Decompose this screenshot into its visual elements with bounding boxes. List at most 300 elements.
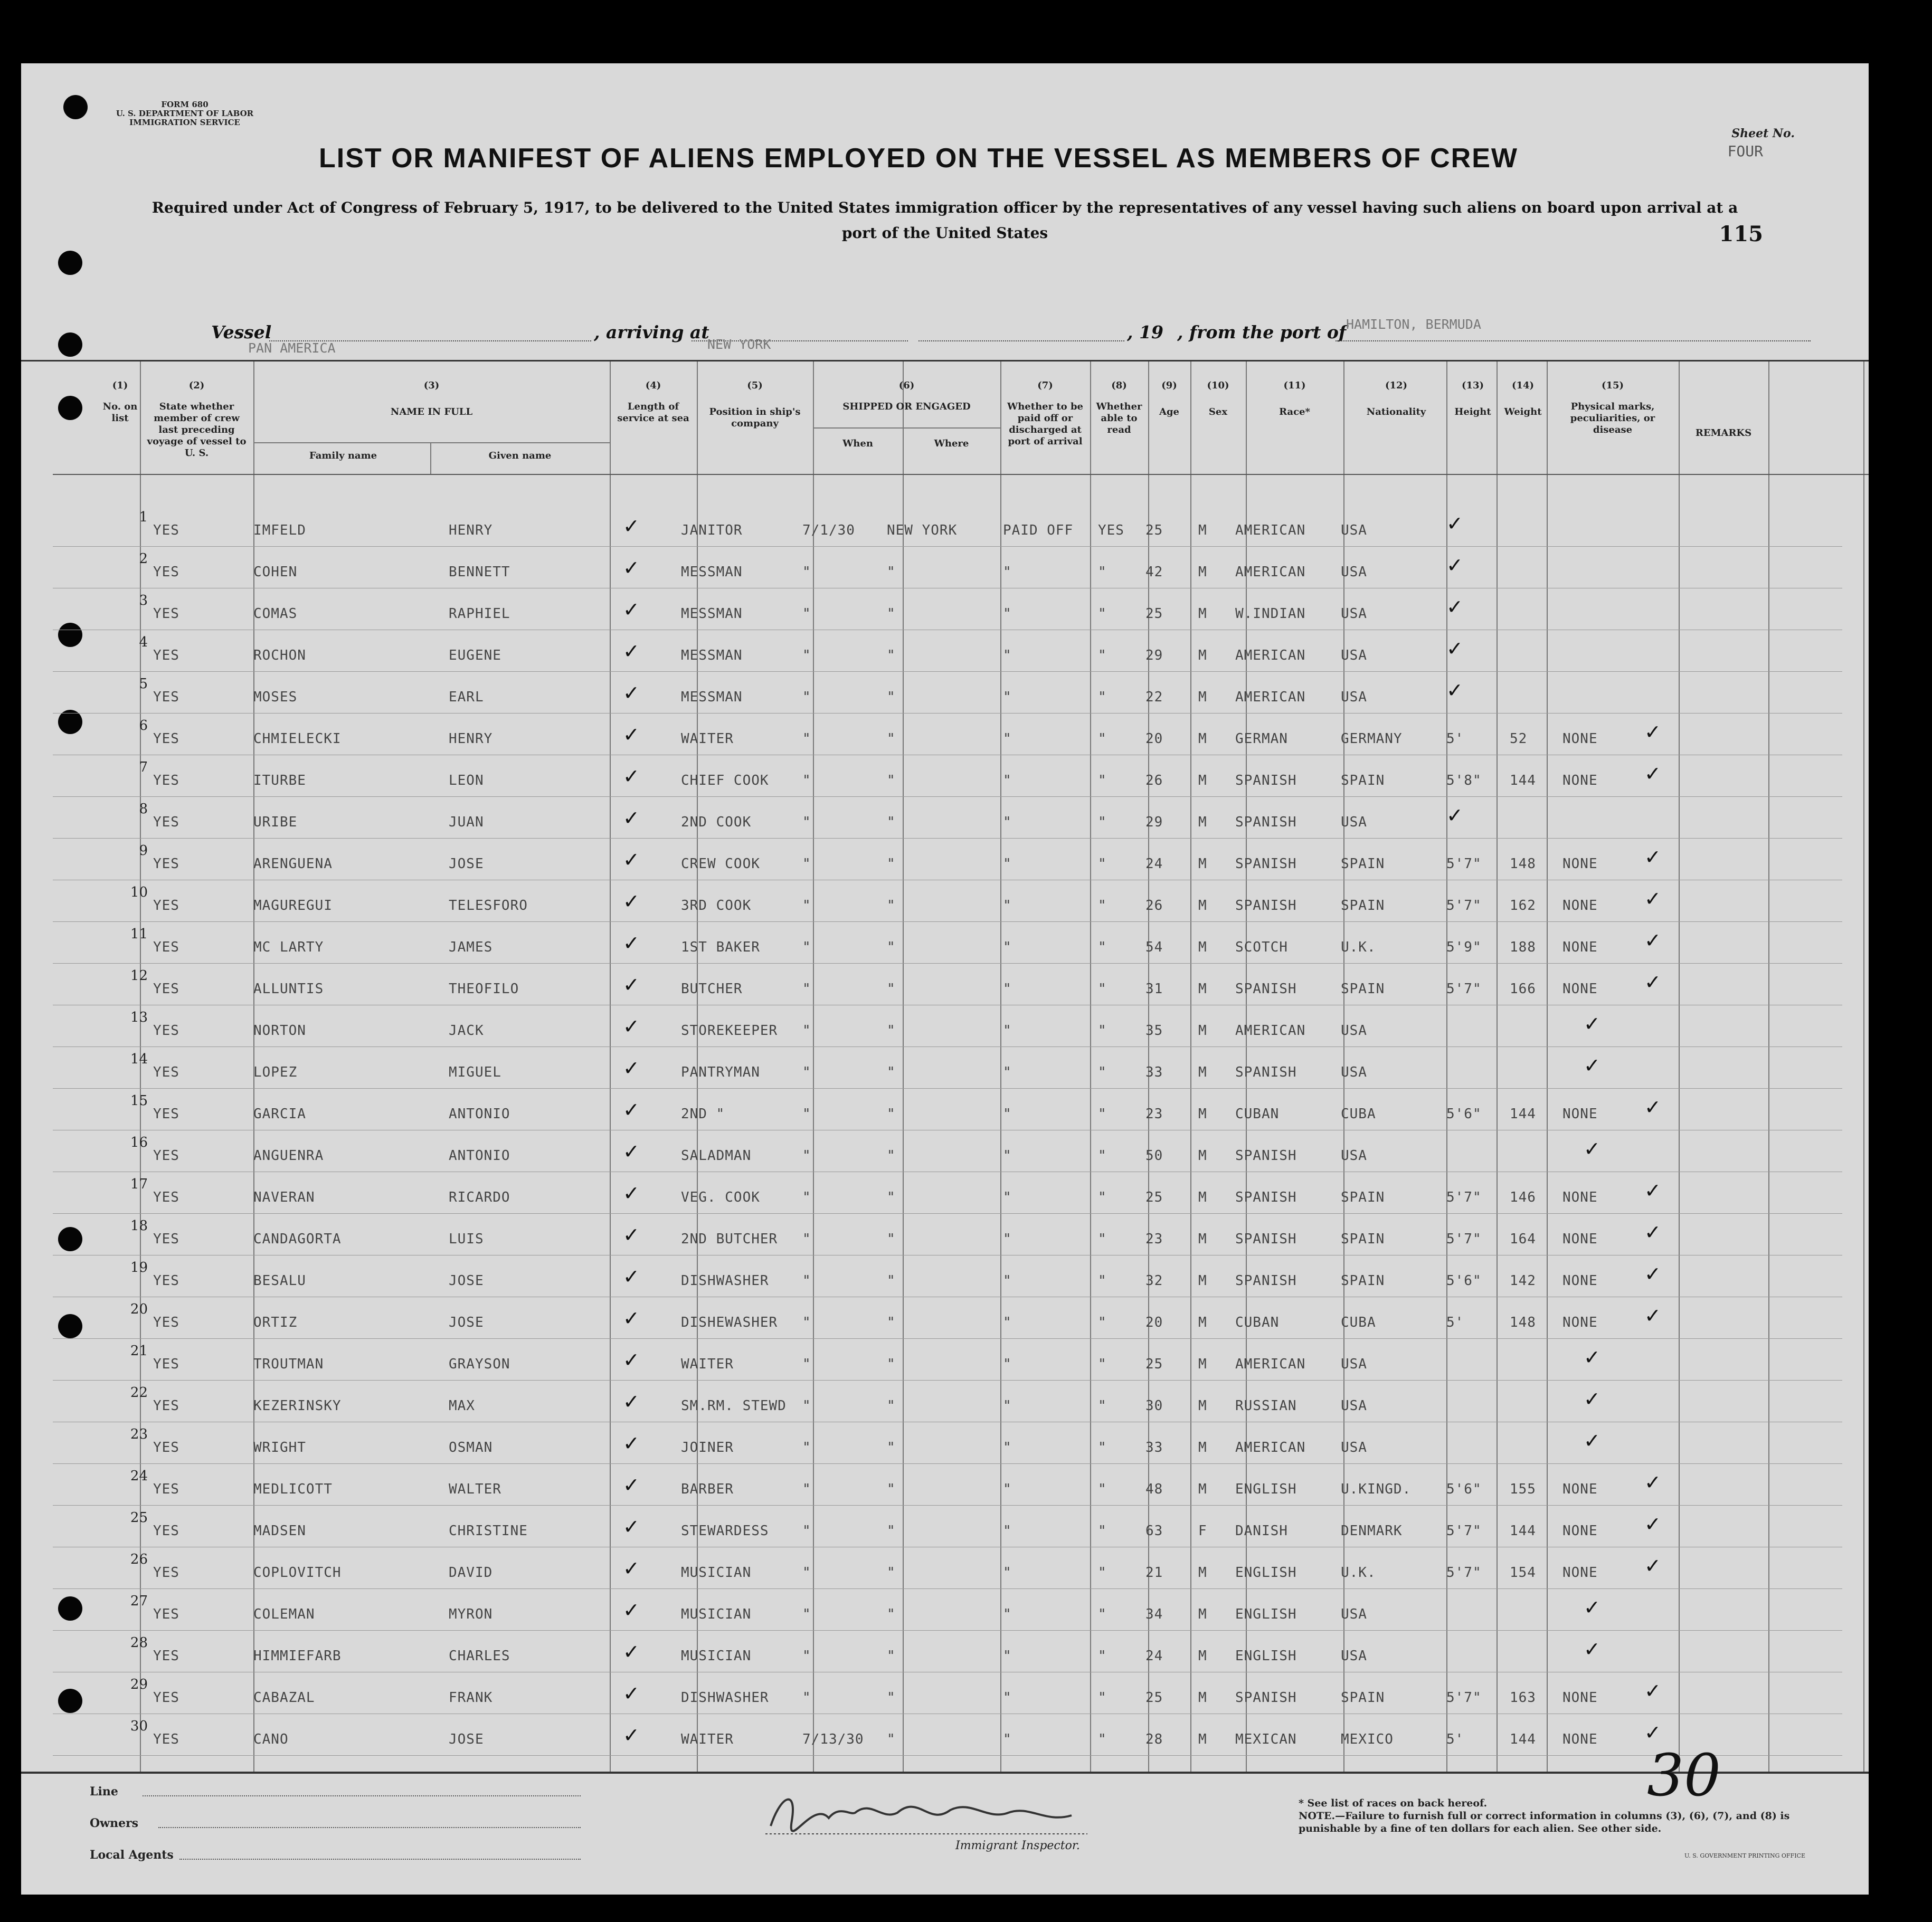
checkmark-icon: ✓	[623, 1390, 640, 1413]
able-to-read: "	[1098, 648, 1107, 663]
weight: 144	[1510, 773, 1536, 788]
family-name: MADSEN	[253, 1523, 306, 1539]
shipped-where: "	[887, 1690, 896, 1706]
col-header-read	[1093, 380, 1145, 436]
column-divider	[1497, 361, 1498, 1772]
row-divider	[53, 1380, 1842, 1381]
member-yes: YES	[153, 648, 179, 663]
paid-off: "	[1003, 1565, 1012, 1581]
table-bottom-rule	[21, 1772, 1869, 1774]
sex: M	[1198, 1064, 1207, 1080]
race: CUBAN	[1235, 1106, 1280, 1122]
physical-marks: NONE	[1562, 1565, 1598, 1581]
position: PANTRYMAN	[681, 1064, 760, 1080]
col-num: (14)	[1511, 380, 1535, 391]
position: WAITER	[681, 1356, 734, 1372]
age: 25	[1145, 522, 1163, 538]
given-name: FRANK	[449, 1690, 493, 1706]
given-name: MAX	[449, 1398, 475, 1414]
col-num: (13)	[1461, 380, 1484, 391]
able-to-read: "	[1098, 981, 1107, 997]
shipped-when: "	[802, 1690, 811, 1706]
able-to-read: "	[1098, 1273, 1107, 1289]
sex: M	[1198, 773, 1207, 788]
col-num: (15)	[1601, 380, 1624, 391]
checkmark-icon: ✓	[1446, 554, 1463, 577]
paid-off: "	[1003, 1315, 1012, 1330]
height: 5'9"	[1446, 939, 1482, 955]
page-subtitle	[100, 195, 1789, 246]
physical-marks: NONE	[1562, 1523, 1598, 1539]
position: 2ND COOK	[681, 814, 752, 830]
sex: M	[1198, 1190, 1207, 1205]
checkmark-icon: ✓	[1584, 1429, 1600, 1452]
checkmark-icon: ✓	[623, 1307, 640, 1330]
header-bottom-rule	[53, 474, 1869, 475]
member-yes: YES	[153, 1565, 179, 1581]
row-divider	[53, 1338, 1842, 1339]
sex: M	[1198, 1440, 1207, 1455]
shipped-where: "	[887, 773, 896, 788]
able-to-read: "	[1098, 939, 1107, 955]
member-yes: YES	[153, 1273, 179, 1289]
race: RUSSIAN	[1235, 1398, 1297, 1414]
family-name: COLEMAN	[253, 1606, 315, 1622]
position: MUSICIAN	[681, 1565, 752, 1581]
paid-off: "	[1003, 814, 1012, 830]
paid-off: "	[1003, 898, 1012, 914]
sex: M	[1198, 814, 1207, 830]
position: MESSMAN	[681, 564, 743, 580]
weight: 162	[1510, 898, 1536, 914]
able-to-read: "	[1098, 1148, 1107, 1164]
race: AMERICAN	[1235, 689, 1306, 705]
checkmark-icon: ✓	[623, 1057, 640, 1080]
age: 35	[1145, 1023, 1163, 1039]
checkmark-icon: ✓	[623, 1515, 640, 1538]
height: 5'6"	[1446, 1481, 1482, 1497]
weight: 144	[1510, 1731, 1536, 1747]
from-port-value: HAMILTON, BERMUDA	[1346, 317, 1481, 332]
row-number: 2	[139, 551, 148, 567]
able-to-read: "	[1098, 1690, 1107, 1706]
member-yes: YES	[153, 1648, 179, 1664]
family-name: ORTIZ	[253, 1315, 298, 1330]
checkmark-icon: ✓	[1644, 845, 1661, 869]
col-sub-given: Given name	[488, 450, 552, 461]
checkmark-icon: ✓	[623, 1140, 640, 1163]
col-label: No. on list	[102, 401, 138, 424]
col-header-physical	[1549, 380, 1676, 436]
nationality: SPAIN	[1341, 1190, 1385, 1205]
weight: 142	[1510, 1273, 1536, 1289]
shipped-when: "	[802, 1481, 811, 1497]
position: BUTCHER	[681, 981, 743, 997]
height: 5'7"	[1446, 1231, 1482, 1247]
vessel-name: PAN AMERICA	[248, 340, 336, 356]
shipped-where: "	[887, 606, 896, 622]
checkmark-icon: ✓	[1446, 512, 1463, 535]
paid-off: "	[1003, 1273, 1012, 1289]
able-to-read: "	[1098, 1606, 1107, 1622]
checkmark-icon: ✓	[1644, 1179, 1661, 1202]
given-name: JOSE	[449, 856, 484, 872]
able-to-read: "	[1098, 689, 1107, 705]
given-name: RICARDO	[449, 1190, 510, 1205]
col-header-service	[612, 380, 694, 424]
able-to-read: "	[1098, 1731, 1107, 1747]
column-divider	[903, 361, 904, 1772]
shipped-when: "	[802, 1064, 811, 1080]
paid-off: "	[1003, 1356, 1012, 1372]
row-number: 9	[139, 843, 148, 859]
row-number: 8	[139, 801, 148, 817]
paid-off: "	[1003, 564, 1012, 580]
arriving-label: , arriving at	[594, 322, 709, 342]
col-header-remarks: REMARKS	[1695, 427, 1752, 439]
checkmark-icon: ✓	[1644, 1221, 1661, 1244]
weight: 164	[1510, 1231, 1536, 1247]
nationality: SPAIN	[1341, 1690, 1385, 1706]
age: 30	[1145, 1398, 1163, 1414]
checkmark-icon: ✓	[623, 1098, 640, 1121]
age: 54	[1145, 939, 1163, 955]
service-name: IMMIGRATION SERVICE	[129, 118, 240, 127]
race: AMERICAN	[1235, 648, 1306, 663]
from-port-label: , from the port of	[1177, 322, 1347, 342]
age: 32	[1145, 1273, 1163, 1289]
given-name: JAMES	[449, 939, 493, 955]
col-label: SHIPPED OR ENGAGED	[842, 401, 971, 412]
given-name: CHRISTINE	[449, 1523, 528, 1539]
checkmark-icon: ✓	[1644, 1471, 1661, 1494]
nationality: USA	[1341, 522, 1367, 538]
col-label: Height	[1454, 406, 1491, 417]
sex: M	[1198, 1106, 1207, 1122]
given-name: JOSE	[449, 1315, 484, 1330]
shipped-when: "	[802, 564, 811, 580]
given-name: MYRON	[449, 1606, 493, 1622]
able-to-read: "	[1098, 1440, 1107, 1455]
row-number: 14	[130, 1051, 148, 1067]
paid-off: "	[1003, 939, 1012, 955]
shipped-where: "	[887, 981, 896, 997]
col-num: (2)	[188, 380, 205, 391]
checkmark-icon: ✓	[1644, 929, 1661, 952]
sheet-value: FOUR	[1727, 142, 1763, 160]
shipped-where: "	[887, 1356, 896, 1372]
checkmark-icon: ✓	[1644, 1512, 1661, 1536]
age: 25	[1145, 606, 1163, 622]
checkmark-icon: ✓	[623, 598, 640, 621]
punch-hole-icon	[58, 251, 82, 275]
shipped-where: "	[887, 1231, 896, 1247]
printing-office: U. S. GOVERNMENT PRINTING OFFICE	[1684, 1852, 1805, 1859]
member-yes: YES	[153, 1148, 179, 1164]
given-name: EUGENE	[449, 648, 501, 663]
nationality: U.K.	[1341, 939, 1376, 955]
family-name: CANO	[253, 1731, 289, 1747]
col-num: (11)	[1283, 380, 1306, 391]
able-to-read: "	[1098, 773, 1107, 788]
checkmark-icon: ✓	[1446, 595, 1463, 619]
paid-off: "	[1003, 773, 1012, 788]
races-note: * See list of races on back hereof.	[1299, 1797, 1488, 1809]
row-divider	[53, 1505, 1842, 1506]
sex: M	[1198, 856, 1207, 872]
given-name: JACK	[449, 1023, 484, 1039]
sex: M	[1198, 1731, 1207, 1747]
shipped-where: "	[887, 1106, 896, 1122]
sex: M	[1198, 898, 1207, 914]
able-to-read: "	[1098, 1064, 1107, 1080]
checkmark-icon: ✓	[623, 515, 640, 538]
col-header-shipped	[816, 380, 998, 413]
family-name: ANGUENRA	[253, 1148, 324, 1164]
punch-hole-icon	[58, 396, 82, 420]
nationality: USA	[1341, 564, 1367, 580]
col-label: Sex	[1208, 406, 1228, 417]
age: 28	[1145, 1731, 1163, 1747]
shipped-where: "	[887, 856, 896, 872]
able-to-read: "	[1098, 1648, 1107, 1664]
sex: M	[1198, 689, 1207, 705]
checkmark-icon: ✓	[1644, 762, 1661, 785]
checkmark-icon: ✓	[623, 1432, 640, 1455]
row-divider	[53, 963, 1842, 964]
family-name: KEZERINSKY	[253, 1398, 342, 1414]
weight: 148	[1510, 856, 1536, 872]
col-header-height	[1449, 380, 1497, 418]
position: SM.RM. STEWD	[681, 1398, 787, 1414]
date-dotted-line	[918, 340, 1124, 341]
given-name: GRAYSON	[449, 1356, 510, 1372]
able-to-read: "	[1098, 1565, 1107, 1581]
age: 20	[1145, 731, 1163, 747]
name-subheader-rule	[253, 442, 610, 443]
weight: 154	[1510, 1565, 1536, 1581]
nationality: MEXICO	[1341, 1731, 1394, 1747]
row-number: 19	[130, 1260, 148, 1276]
column-divider	[1547, 361, 1548, 1772]
age: 25	[1145, 1690, 1163, 1706]
column-divider	[610, 361, 611, 1772]
row-divider	[53, 1588, 1842, 1589]
physical-marks: NONE	[1562, 898, 1598, 914]
member-yes: YES	[153, 1523, 179, 1539]
nationality: U.K.	[1341, 1565, 1376, 1581]
col-header-member	[143, 380, 251, 459]
family-name: MEDLICOTT	[253, 1481, 333, 1497]
age: 33	[1145, 1064, 1163, 1080]
able-to-read: "	[1098, 1190, 1107, 1205]
position: STEWARDESS	[681, 1523, 769, 1539]
sex: M	[1198, 1273, 1207, 1289]
race: AMERICAN	[1235, 522, 1306, 538]
col-header-no	[100, 380, 140, 424]
col-num: (8)	[1111, 380, 1127, 391]
race: SCOTCH	[1235, 939, 1288, 955]
member-yes: YES	[153, 1231, 179, 1247]
nationality: SPAIN	[1341, 856, 1385, 872]
paid-off: "	[1003, 1398, 1012, 1414]
col-label: Age	[1159, 406, 1179, 417]
paid-off: "	[1003, 856, 1012, 872]
row-divider	[53, 1213, 1842, 1214]
col-header-nationality	[1346, 380, 1446, 418]
sex: M	[1198, 1023, 1207, 1039]
row-divider	[53, 1046, 1842, 1047]
family-name: COHEN	[253, 564, 298, 580]
checkmark-icon: ✓	[1584, 1596, 1600, 1619]
physical-marks: NONE	[1562, 773, 1598, 788]
col-label: Weight	[1504, 406, 1542, 417]
race: ENGLISH	[1235, 1606, 1297, 1622]
column-divider	[1000, 361, 1001, 1772]
row-number: 12	[130, 968, 148, 984]
sex: M	[1198, 648, 1207, 663]
paid-off: "	[1003, 1690, 1012, 1706]
family-name: IMFELD	[253, 522, 306, 538]
row-number: 13	[130, 1010, 148, 1025]
age: 26	[1145, 773, 1163, 788]
age: 25	[1145, 1356, 1163, 1372]
checkmark-icon: ✓	[623, 1640, 640, 1663]
height: 5'7"	[1446, 1565, 1482, 1581]
member-yes: YES	[153, 814, 179, 830]
shipped-when: "	[802, 1148, 811, 1164]
family-name: ALLUNTIS	[253, 981, 324, 997]
weight: 144	[1510, 1523, 1536, 1539]
family-name: COMAS	[253, 606, 298, 622]
column-divider	[1190, 361, 1191, 1772]
weight: 52	[1510, 731, 1528, 747]
nationality: USA	[1341, 606, 1367, 622]
nationality: USA	[1341, 1023, 1367, 1039]
shipped-when: "	[802, 1023, 811, 1039]
age: 63	[1145, 1523, 1163, 1539]
checkmark-icon: ✓	[623, 556, 640, 579]
row-number: 29	[130, 1677, 148, 1692]
checkmark-icon: ✓	[623, 1599, 640, 1622]
col-sub-family: Family name	[309, 450, 377, 461]
family-name: NAVERAN	[253, 1190, 315, 1205]
shipped-when: "	[802, 1231, 811, 1247]
position: WAITER	[681, 731, 734, 747]
row-divider	[53, 546, 1842, 547]
member-yes: YES	[153, 1315, 179, 1330]
row-number: 30	[130, 1718, 148, 1734]
shipped-when: 7/1/30	[802, 522, 855, 538]
checkmark-icon: ✓	[623, 1265, 640, 1288]
family-name: WRIGHT	[253, 1440, 306, 1455]
row-divider	[53, 921, 1842, 922]
height: 5'7"	[1446, 856, 1482, 872]
shipped-where: "	[887, 648, 896, 663]
nationality: U.KINGD.	[1341, 1481, 1412, 1497]
position: STOREKEEPER	[681, 1023, 778, 1039]
position: MUSICIAN	[681, 1606, 752, 1622]
position: DISHWASHER	[681, 1273, 769, 1289]
shipped-when: "	[802, 1106, 811, 1122]
given-name: JOSE	[449, 1731, 484, 1747]
shipped-when: "	[802, 689, 811, 705]
race: SPANISH	[1235, 856, 1297, 872]
physical-marks: NONE	[1562, 1190, 1598, 1205]
member-yes: YES	[153, 1106, 179, 1122]
given-name: RAPHIEL	[449, 606, 510, 622]
age: 34	[1145, 1606, 1163, 1622]
nationality: SPAIN	[1341, 1273, 1385, 1289]
given-name: THEOFILO	[449, 981, 519, 997]
family-name: LOPEZ	[253, 1064, 298, 1080]
col-label: Length of service at sea	[617, 401, 689, 424]
agents-label: Local Agents	[90, 1848, 174, 1862]
paid-off: "	[1003, 606, 1012, 622]
given-name: WALTER	[449, 1481, 501, 1497]
paid-off: "	[1003, 1064, 1012, 1080]
shipped-when: "	[802, 731, 811, 747]
height: 5'7"	[1446, 1523, 1482, 1539]
physical-marks: NONE	[1562, 1273, 1598, 1289]
member-yes: YES	[153, 1356, 179, 1372]
inspector-signature	[760, 1784, 1098, 1842]
nationality: USA	[1341, 1356, 1367, 1372]
sex: M	[1198, 606, 1207, 622]
row-number: 23	[130, 1426, 148, 1442]
shipped-when: "	[802, 981, 811, 997]
member-yes: YES	[153, 1481, 179, 1497]
checkmark-icon: ✓	[623, 848, 640, 871]
checkmark-icon: ✓	[623, 723, 640, 746]
paid-off: "	[1003, 1106, 1012, 1122]
race: SPANISH	[1235, 981, 1297, 997]
col-num: (1)	[112, 380, 128, 391]
race: SPANISH	[1235, 1273, 1297, 1289]
form-number: FORM 680	[161, 100, 209, 109]
vessel-label: Vessel	[211, 322, 272, 342]
paid-off: "	[1003, 1148, 1012, 1164]
race: AMERICAN	[1235, 1440, 1306, 1455]
family-name: HIMMIEFARB	[253, 1648, 342, 1664]
height: 5'6"	[1446, 1273, 1482, 1289]
position: JANITOR	[681, 522, 743, 538]
row-number: 18	[130, 1218, 148, 1234]
shipped-where: "	[887, 1398, 896, 1414]
position: VEG. COOK	[681, 1190, 760, 1205]
checkmark-icon: ✓	[623, 640, 640, 663]
shipped-when: "	[802, 1648, 811, 1664]
shipped-where: "	[887, 1648, 896, 1664]
owners-label: Owners	[90, 1816, 139, 1830]
checkmark-icon: ✓	[623, 1348, 640, 1372]
sex: M	[1198, 981, 1207, 997]
checkmark-icon: ✓	[623, 1682, 640, 1705]
weight: 155	[1510, 1481, 1536, 1497]
punch-hole-icon	[58, 623, 82, 647]
shipped-when: "	[802, 1565, 811, 1581]
row-divider	[53, 1463, 1842, 1464]
paid-off: "	[1003, 1190, 1012, 1205]
shipped-where: "	[887, 1064, 896, 1080]
height: 5'	[1446, 1315, 1464, 1330]
punch-hole-icon	[58, 1689, 82, 1713]
nationality: USA	[1341, 814, 1367, 830]
sex: M	[1198, 1690, 1207, 1706]
checkmark-icon: ✓	[623, 890, 640, 913]
col-label: State whether member of crew last preceding voyage of vessel to U. S.	[147, 401, 247, 459]
nationality: SPAIN	[1341, 773, 1385, 788]
